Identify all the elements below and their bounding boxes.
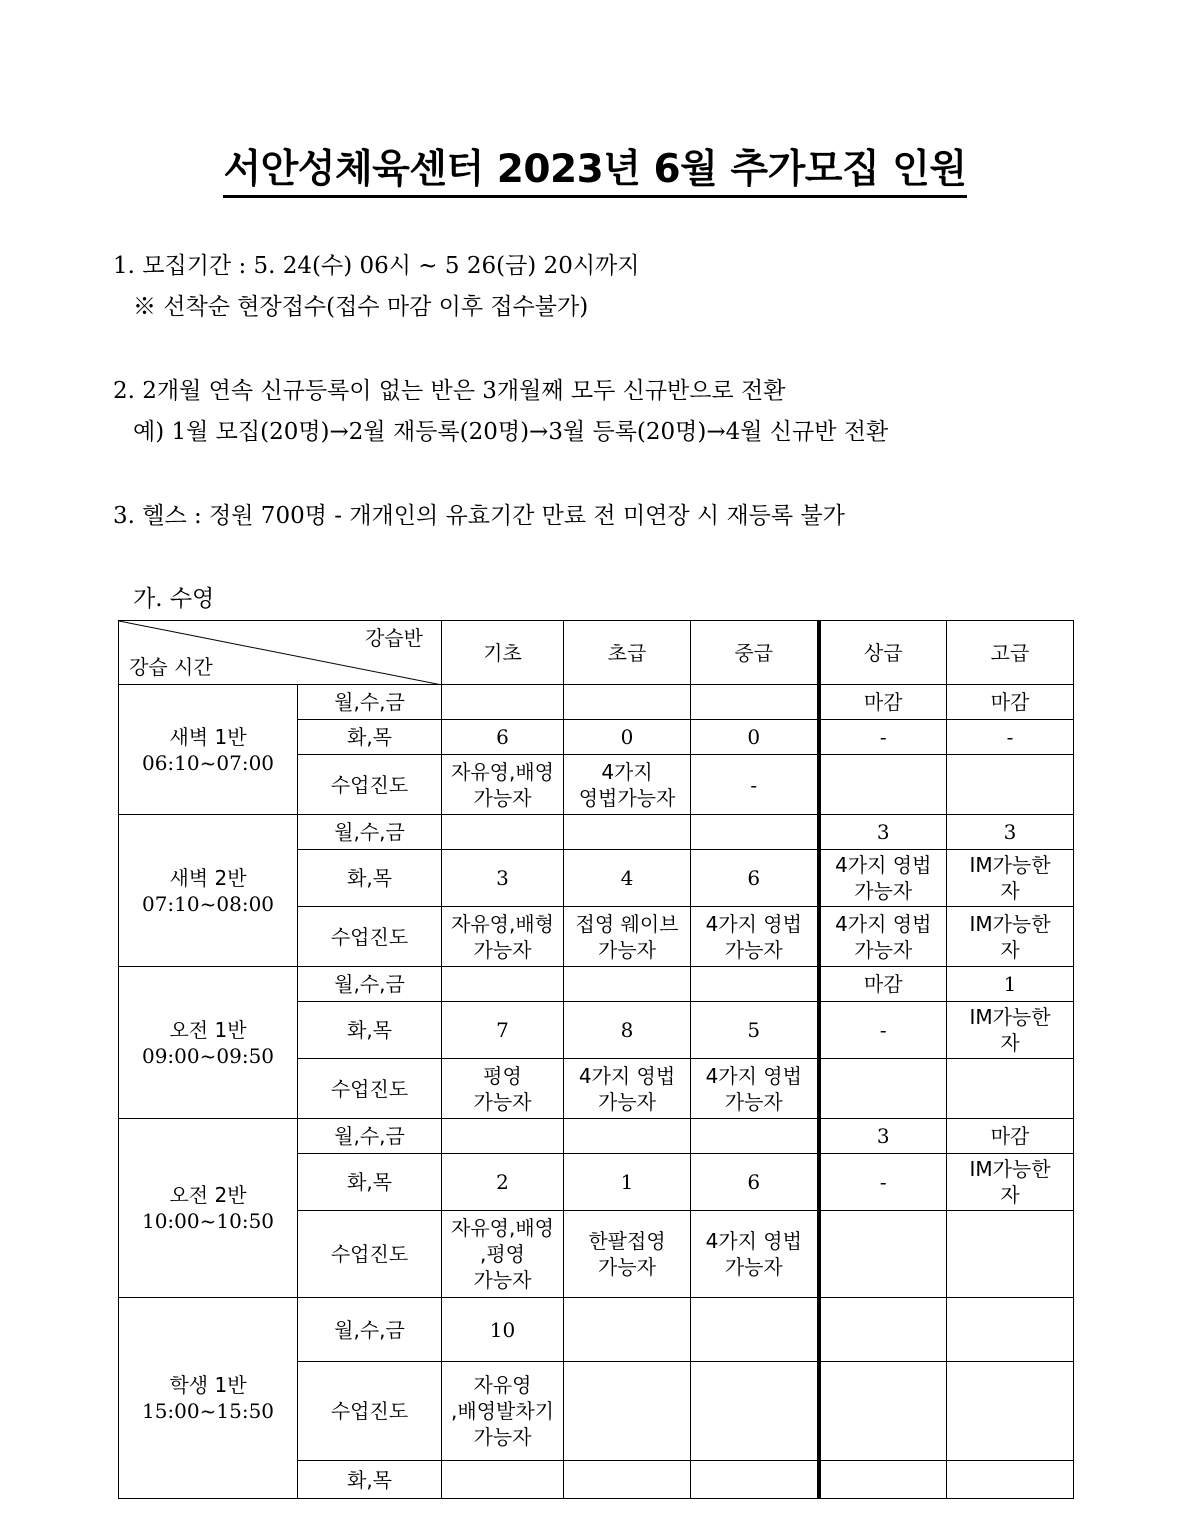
table-cell — [947, 1059, 1074, 1119]
table-cell — [947, 1298, 1074, 1362]
table-row — [119, 815, 1074, 850]
header-class-label: 강습반 — [365, 626, 423, 650]
row-label: 수업진도 — [298, 1362, 442, 1461]
table-cell — [819, 755, 947, 815]
table-cell: 0 — [691, 720, 819, 755]
class-time: 09:00~09:50 — [141, 1043, 275, 1068]
table-cell — [564, 685, 691, 720]
table-cell — [819, 1059, 947, 1119]
table-cell: - — [947, 720, 1074, 755]
swim-schedule-table — [118, 620, 1074, 1499]
table-cell — [442, 815, 564, 850]
table-cell: 0 — [564, 720, 691, 755]
row-label: 화,목 — [298, 720, 442, 755]
table-cell — [564, 1119, 691, 1154]
class-name: 오전 1반 — [169, 1017, 247, 1042]
notice-first-come: ※ 선착순 현장접수(접수 마감 이후 접수불가) — [133, 294, 589, 320]
table-cell — [691, 1461, 819, 1499]
table-cell: 2 — [442, 1154, 564, 1211]
table-cell: IM가능한 자 — [947, 850, 1074, 907]
class-name: 새벽 2반 — [169, 865, 247, 890]
class-time: 06:10~07:00 — [141, 750, 275, 775]
table-cell — [564, 815, 691, 850]
class-name: 오전 2반 — [169, 1183, 247, 1207]
row-label: 월,수,금 — [298, 685, 442, 720]
table-cell — [691, 967, 819, 1002]
row-label: 수업진도 — [298, 1211, 442, 1298]
table-cell — [819, 1298, 947, 1362]
table-cell: - — [691, 755, 819, 815]
class-group-cell — [119, 685, 298, 815]
row-label: 월,수,금 — [298, 1298, 442, 1362]
row-label: 월,수,금 — [298, 815, 442, 850]
table-cell — [442, 967, 564, 1002]
table-cell — [442, 685, 564, 720]
class-name: 학생 1반 — [169, 1373, 247, 1397]
table-cell: 4가지 영법가능자 — [564, 755, 691, 815]
class-time: 15:00~15:50 — [141, 1399, 275, 1423]
table-cell — [691, 1362, 819, 1461]
table-cell — [564, 1461, 691, 1499]
section-heading: 가. 수영 — [133, 586, 215, 612]
table-cell: 4 — [564, 850, 691, 907]
table-cell: 평영 가능자 — [442, 1059, 564, 1119]
table-cell — [819, 1362, 947, 1461]
table-cell: 5 — [691, 1002, 819, 1059]
table-cell — [819, 1461, 947, 1499]
table-row — [119, 967, 1074, 1002]
table-cell: 4가지 영법 가능자 — [564, 1059, 691, 1119]
table-cell: 6 — [442, 720, 564, 755]
table-cell: 4가지 영법 가능자 — [819, 907, 947, 967]
row-label: 수업진도 — [298, 907, 442, 967]
level-header: 상급 — [819, 621, 947, 685]
table-cell: 7 — [442, 1002, 564, 1059]
class-group-cell — [119, 1298, 298, 1499]
table-cell: IM가능한 자 — [947, 1002, 1074, 1059]
table-cell: 자유영,배영 가능자 — [442, 755, 564, 815]
notice-fitness: 3. 헬스 : 정원 700명 - 개개인의 유효기간 만료 전 미연장 시 재등록 불가 — [113, 503, 845, 529]
table-cell — [442, 1461, 564, 1499]
table-cell: 자유영 ,배영발차기 가능자 — [442, 1362, 564, 1461]
table-cell — [442, 1119, 564, 1154]
row-label: 화,목 — [298, 850, 442, 907]
table-cell: 1 — [947, 967, 1074, 1002]
table-cell — [819, 1211, 947, 1298]
table-cell: 마감 — [947, 1119, 1074, 1154]
table-cell — [947, 1362, 1074, 1461]
table-cell: 6 — [691, 1154, 819, 1211]
level-header: 기초 — [442, 621, 564, 685]
row-label: 화,목 — [298, 1154, 442, 1211]
class-group-cell — [119, 1119, 298, 1298]
class-name: 새벽 1반 — [169, 724, 247, 749]
table-cell: - — [819, 720, 947, 755]
row-label: 화,목 — [298, 1461, 442, 1499]
table-cell: 3 — [819, 815, 947, 850]
header-time-label: 강습 시간 — [129, 655, 213, 679]
table-cell — [947, 1211, 1074, 1298]
class-group-cell — [119, 967, 298, 1119]
table-cell: - — [819, 1154, 947, 1211]
table-cell: 4가지 영법 가능자 — [691, 1211, 819, 1298]
header-corner — [119, 621, 442, 685]
table-cell: 1 — [564, 1154, 691, 1211]
table-cell — [691, 815, 819, 850]
table-cell: 자유영,배형 가능자 — [442, 907, 564, 967]
notice-example: 예) 1월 모집(20명)→2월 재등록(20명)→3월 등록(20명)→4월 신규반 전환 — [133, 419, 889, 445]
class-time: 10:00~10:50 — [141, 1209, 275, 1233]
page-title: 서안성체육센터 2023년 6월 추가모집 인원 — [0, 138, 1190, 194]
table-cell — [691, 685, 819, 720]
class-time: 07:10~08:00 — [141, 891, 275, 916]
table-cell — [691, 1298, 819, 1362]
table-body — [119, 621, 1074, 1499]
table-cell: 4가지 영법 가능자 — [691, 907, 819, 967]
table-cell — [564, 1362, 691, 1461]
table-cell: 마감 — [947, 685, 1074, 720]
table-cell: 3 — [947, 815, 1074, 850]
table-cell: 3 — [442, 850, 564, 907]
table-cell — [691, 1119, 819, 1154]
table-cell: - — [819, 1002, 947, 1059]
level-header: 중급 — [691, 621, 819, 685]
row-label: 수업진도 — [298, 755, 442, 815]
row-label: 월,수,금 — [298, 1119, 442, 1154]
table-cell: 8 — [564, 1002, 691, 1059]
table-cell: 6 — [691, 850, 819, 907]
header-row — [119, 621, 1074, 685]
level-header: 고급 — [947, 621, 1074, 685]
table-cell: 자유영,배영 ,평영 가능자 — [442, 1211, 564, 1298]
table-cell: IM가능한 자 — [947, 907, 1074, 967]
table-cell: 접영 웨이브 가능자 — [564, 907, 691, 967]
table-cell: 10 — [442, 1298, 564, 1362]
table-cell: 마감 — [819, 967, 947, 1002]
table-row — [119, 685, 1074, 720]
row-label: 화,목 — [298, 1002, 442, 1059]
table-cell: 4가지 영법 가능자 — [691, 1059, 819, 1119]
table-cell — [947, 755, 1074, 815]
table-cell: 4가지 영법 가능자 — [819, 850, 947, 907]
notice-period: 1. 모집기간 : 5. 24(수) 06시 ~ 5 26(금) 20시까지 — [113, 253, 640, 279]
row-label: 수업진도 — [298, 1059, 442, 1119]
table-cell — [947, 1461, 1074, 1499]
table-cell — [564, 1298, 691, 1362]
table-cell: 3 — [819, 1119, 947, 1154]
table-row — [119, 1119, 1074, 1154]
table-cell — [564, 967, 691, 1002]
row-label: 월,수,금 — [298, 967, 442, 1002]
notice-conversion: 2. 2개월 연속 신규등록이 없는 반은 3개월째 모두 신규반으로 전환 — [113, 378, 786, 404]
class-group-cell — [119, 815, 298, 967]
table-cell: IM가능한 자 — [947, 1154, 1074, 1211]
table-cell: 마감 — [819, 685, 947, 720]
table-row — [119, 1298, 1074, 1362]
table-cell: 한팔접영 가능자 — [564, 1211, 691, 1298]
level-header: 초급 — [564, 621, 691, 685]
